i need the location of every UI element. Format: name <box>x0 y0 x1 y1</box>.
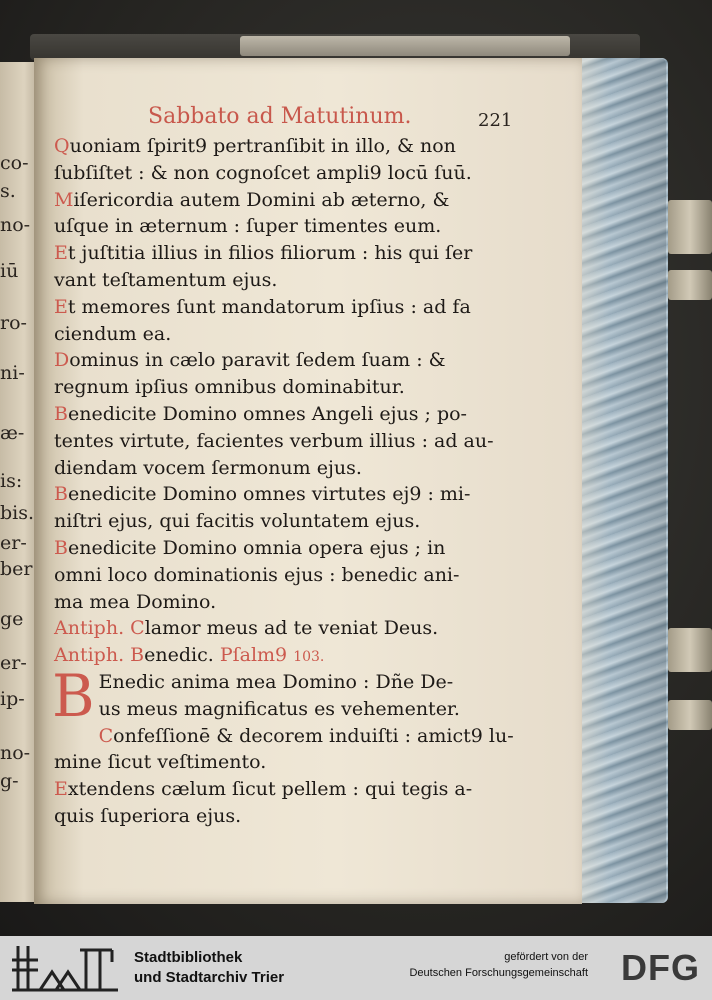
red-initial: E <box>54 242 68 265</box>
psalm-label: Pſalm9 <box>219 644 294 667</box>
footer-bar <box>0 936 712 1000</box>
verse-text: omni loco dominationis ejus : benedic ani- <box>54 563 460 586</box>
left-page-fragment: er- <box>0 652 27 674</box>
verse-text: diendam vocem ſermonum ejus. <box>54 456 362 479</box>
verse-text: ominus in cælo paravit ſedem ſuam : & <box>69 349 446 372</box>
verse-text: vant teſtamentum ejus. <box>54 268 278 291</box>
antiphon-label: Antiph. C <box>54 617 145 640</box>
verse-line <box>54 187 524 214</box>
verse-text: regnum ipſius omnibus dominabitur. <box>54 376 405 399</box>
verse-text: ſubſiſtet : & non cognoſcet ampli9 locū ſuū. <box>54 161 472 184</box>
red-initial: B <box>54 536 68 559</box>
library-name-line2: und Stadtarchiv Trier <box>134 969 285 986</box>
verse-text: enedicite Domino omnia opera ejus ; in <box>67 536 446 559</box>
verse-line <box>54 481 524 508</box>
antiphon-psalm-line <box>54 642 524 669</box>
library-logo-icon <box>12 942 124 994</box>
verse-text: tentes virtute, facientes verbum illius : ad au- <box>54 429 494 452</box>
verse-text: quis ſuperiora ejus. <box>54 804 242 827</box>
red-initial: C <box>98 724 114 747</box>
left-page-fragment: ni- <box>0 362 25 384</box>
left-page-fragment: no- <box>0 742 31 764</box>
verse-text: mine ſicut veſtimento. <box>54 751 267 774</box>
verse-text: ciendum ea. <box>54 322 172 345</box>
metal-clasp-top <box>240 36 570 56</box>
psalm-verse-line <box>54 803 524 830</box>
verse-line <box>54 160 524 187</box>
left-page-fragment: bis. <box>0 502 35 524</box>
dfg-logo: DFG <box>621 947 700 988</box>
red-initial: B <box>54 483 68 506</box>
clasp-lower-b <box>668 700 712 730</box>
psalm-verse-line <box>54 749 524 776</box>
clasp-lower <box>668 628 712 672</box>
left-page-fragment: er- <box>0 532 27 554</box>
clasp-upper <box>668 200 712 254</box>
verse-line <box>54 240 524 267</box>
left-page-fragment: ber <box>0 558 33 580</box>
verse-text: t memores ſunt mandatorum ipſius : ad fa <box>67 295 471 318</box>
page-header: Sabbato ad Matutinum. <box>148 104 412 129</box>
red-initial: E <box>54 295 68 318</box>
verse-text: ma mea Domino. <box>54 590 217 613</box>
psalm-opening <box>52 661 524 730</box>
clasp-upper-b <box>668 270 712 300</box>
left-page-fragment: ge <box>0 608 24 630</box>
red-initial: B <box>54 402 68 425</box>
antiphon-incipit: enedic. <box>144 644 220 667</box>
verse-line <box>54 294 524 321</box>
page-number: 221 <box>478 110 513 131</box>
verse-line <box>54 562 524 589</box>
antiphon-text: lamor meus ad te veniat Deus. <box>144 617 439 640</box>
drop-capital: B <box>52 661 95 730</box>
left-page-fragment: no- <box>0 214 31 236</box>
left-page-fragment: co- <box>0 152 29 174</box>
left-page-fragment: s. <box>0 180 16 202</box>
funding-line1: gefördert von der <box>504 951 588 963</box>
verse-line <box>54 401 524 428</box>
verse-line <box>54 321 524 348</box>
verse-line <box>54 508 524 535</box>
verse-line <box>54 428 524 455</box>
left-page-fragment: æ- <box>0 422 25 444</box>
left-page-fragment: ip- <box>0 688 25 710</box>
verse-text: enedicite Domino omnes virtutes ej9 : mi- <box>67 483 471 506</box>
verse-text: xtendens cælum ſicut pellem : qui tegis a- <box>67 778 473 801</box>
verse-line <box>54 267 524 294</box>
verse-text: uoniam ſpirit9 pertranſibit in illo, & non <box>69 135 456 157</box>
red-initial: E <box>54 778 68 801</box>
verse-line <box>54 535 524 562</box>
verse-line <box>54 589 524 616</box>
red-initial: M <box>54 188 74 211</box>
page-edge-shading <box>574 58 666 903</box>
verse-text: onfeſſionē & decorem induiſti : amict9 lu- <box>113 724 514 747</box>
verse-text: uſque in æternum : ſuper timentes eum. <box>54 215 442 238</box>
psalm-verse-line <box>54 723 524 750</box>
page-text <box>54 133 524 830</box>
funding-line2: Deutschen Forschungsgemeinschaft <box>409 967 588 979</box>
antiphon-line <box>54 615 524 642</box>
verse-text: iſericordia autem Domini ab æterno, & <box>73 188 450 211</box>
verse-text: enedicite Domino omnes Angeli ejus ; po- <box>67 402 467 425</box>
verse-text: niſtri ejus, qui facitis voluntatem ejus. <box>54 510 421 533</box>
verse-line <box>54 213 524 240</box>
red-initial: D <box>54 349 70 372</box>
verse-text: t juſtitia illius in filios filiorum : his qui ſer <box>67 242 473 265</box>
psalm-first-line: Enedic anima mea Domino : Dñe De- <box>98 670 454 693</box>
library-name-line1: Stadtbibliothek <box>134 949 243 966</box>
verse-line <box>54 374 524 401</box>
left-page-fragment: is: <box>0 470 23 492</box>
psalm-verse-line <box>54 776 524 803</box>
red-initial: Q <box>54 135 70 157</box>
verse-line <box>54 455 524 482</box>
psalm-number: 103. <box>293 649 325 666</box>
left-page-fragment: iū <box>0 260 19 282</box>
psalm-first-line: us meus magnificatus es vehementer. <box>98 697 460 720</box>
left-page-fragment: ro- <box>0 312 27 334</box>
verse-line <box>54 133 524 160</box>
antiphon-label: Antiph. B <box>54 644 145 667</box>
left-page-fragment: g- <box>0 770 19 792</box>
verse-line <box>54 347 524 374</box>
